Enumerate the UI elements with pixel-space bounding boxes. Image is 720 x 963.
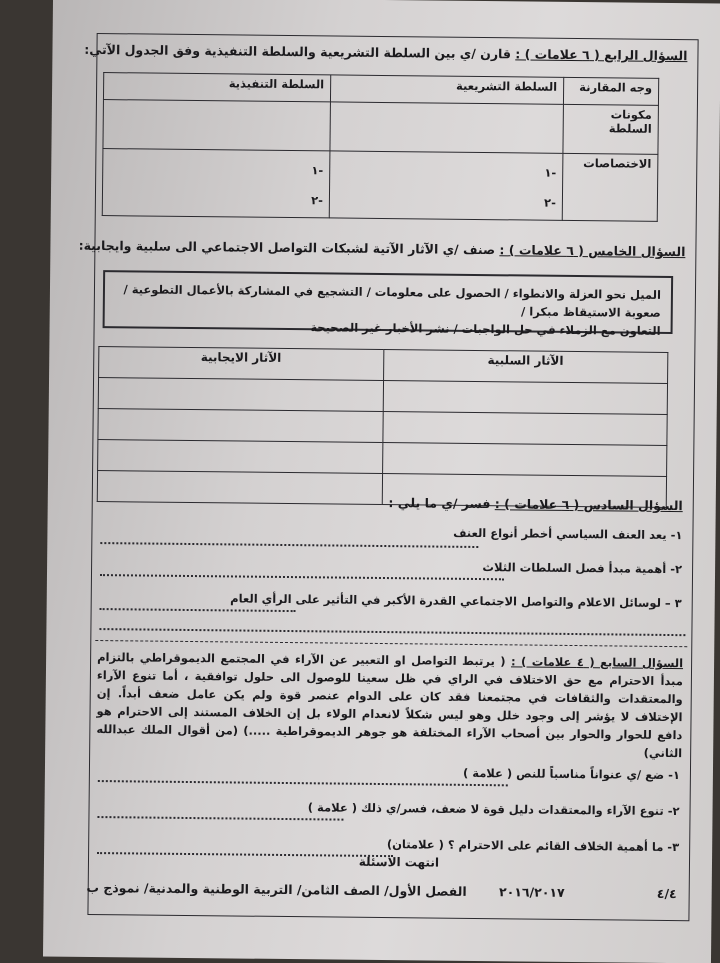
q6-text: فسر /ي ما يلي : xyxy=(388,495,491,512)
q6-item-1: ١- يعد العنف السياسي أخطر أنواع العنف xyxy=(453,525,683,543)
q4-title xyxy=(84,42,687,63)
effects-box xyxy=(103,270,674,338)
item-number: -٢ xyxy=(544,195,556,210)
answer-line[interactable] xyxy=(97,852,393,857)
answer-cell[interactable] xyxy=(98,440,383,474)
q5-heading: السؤال الخامس ( ٦ علامات ) : xyxy=(499,242,686,260)
q6-item-2: ٢- أهمية مبدأ فصل السلطات الثلاث xyxy=(482,560,683,577)
item-number: -١ xyxy=(311,163,324,178)
page-border xyxy=(78,33,698,921)
exam-year: ٢٠١٦/٢٠١٧ xyxy=(499,884,565,900)
exam-info: الفصل الأول/ الصف الثامن/ التربية الوطنية والمدنية/ نموذج ب xyxy=(86,879,467,899)
table-row xyxy=(103,100,658,155)
answer-cell[interactable] xyxy=(329,151,563,220)
answer-cell[interactable] xyxy=(383,381,668,415)
q5-text: صنف /ي الآثار الآتية لشبكات التواصل الاجتماعي الى سلبية وايجابية: xyxy=(78,237,496,258)
answer-line[interactable] xyxy=(100,574,504,580)
exam-sheet xyxy=(43,0,720,963)
answer-cell[interactable] xyxy=(382,412,667,446)
q7-item-2: ٢- تنوع الآراء والمعتقدات دليل قوة لا ضعف، فسر/ي ذلك ( علامة ) xyxy=(307,800,680,819)
answer-cell[interactable] xyxy=(98,378,383,412)
table-header: الآثار الايجابية xyxy=(99,347,384,381)
answer-cell[interactable] xyxy=(97,471,382,505)
q4-text: قارن /ي بين السلطة التشريعية والسلطة التنفيذية وفق الجدول الآتي: xyxy=(84,41,512,62)
answer-line[interactable] xyxy=(99,628,685,636)
table-header: السلطة التنفيذية xyxy=(103,73,330,102)
end-text: انتهت الاسئلة xyxy=(358,854,440,870)
q7-item-1: ١- ضع /ي عنواناً مناسباً للنص ( علامة ) xyxy=(462,765,680,783)
row-label: الاختصاصات xyxy=(562,153,658,221)
table-header: وجه المقارنة xyxy=(563,77,658,105)
item-number: -١ xyxy=(544,165,557,180)
box-line: التعاون مع الزملاء في حل الواجبات / نشر الأخبار غير الصحيحة xyxy=(310,320,661,338)
q5-title xyxy=(79,238,686,259)
row-label: مكونات السلطة xyxy=(563,104,659,154)
q4-heading: السؤال الرابع ( ٦ علامات ) : xyxy=(515,46,688,64)
q6-item-3: ٣ – لوسائل الاعلام والتواصل الاجتماعي القدرة الأكبر في التأثير على الرأي العام xyxy=(230,591,682,611)
item-number: -٢ xyxy=(311,193,323,208)
q7-heading: السؤال السابع ( ٤ علامات ) : xyxy=(510,654,684,671)
page-number: ٤/٤ xyxy=(656,885,677,902)
q6-title xyxy=(388,495,682,513)
q6-heading: السؤال السادس ( ٦ علامات ) : xyxy=(494,496,683,514)
answer-line[interactable] xyxy=(100,608,296,612)
section-divider xyxy=(95,640,687,647)
answer-line[interactable] xyxy=(98,780,508,786)
answer-cell[interactable] xyxy=(98,409,383,443)
q7-block xyxy=(96,648,683,762)
effects-table xyxy=(97,346,669,508)
q7-paragraph: ( يرتبط التواصل او التعبير عن الآراء في المجتمع الديموقراطي بالتزام مبدأ الاحترام مع حق الاختلاف في الراي في ظل سعينا للوصول الى حلول توافقية ، أما تنوع الآراء والمعتقدات والثقافات في مجتمعنا فقد كان على الدوام عنصر قوة ولم يكن عامل ضعف أبداً. إن الإختلاف لا يؤشر إلى وجود خلل وهو ليس شكلاً لانعدام الولاء بل إن الخلاف المستند إلى الاحترام هو دافع للحوار والحوار بين أصحاب الآراء المختلفة هو جوهر الديموقراطية .....) (من أقوال الملك عبدالله الثاني) xyxy=(96,650,683,761)
answer-cell[interactable] xyxy=(330,102,564,153)
answer-cell[interactable] xyxy=(103,100,331,151)
table-row xyxy=(102,149,658,222)
answer-line[interactable] xyxy=(100,542,478,548)
table-header: الآثار السلبية xyxy=(383,350,668,384)
answer-cell[interactable] xyxy=(382,443,667,477)
answer-line[interactable] xyxy=(97,816,343,821)
answer-cell[interactable] xyxy=(102,149,330,218)
box-line: الميل نحو العزلة والانطواء / الحصول على معلومات / التشجيع في المشاركة بالأعمال التطوعية / صعوبة الاستيقاظ مبكرا / xyxy=(123,282,662,320)
q7-item-3: ٣- ما أهمية الخلاف القائم على الاحترام ؟ ( علامتان) xyxy=(386,837,680,855)
comparison-table xyxy=(102,72,659,222)
table-header: السلطة التشريعية xyxy=(330,75,563,104)
